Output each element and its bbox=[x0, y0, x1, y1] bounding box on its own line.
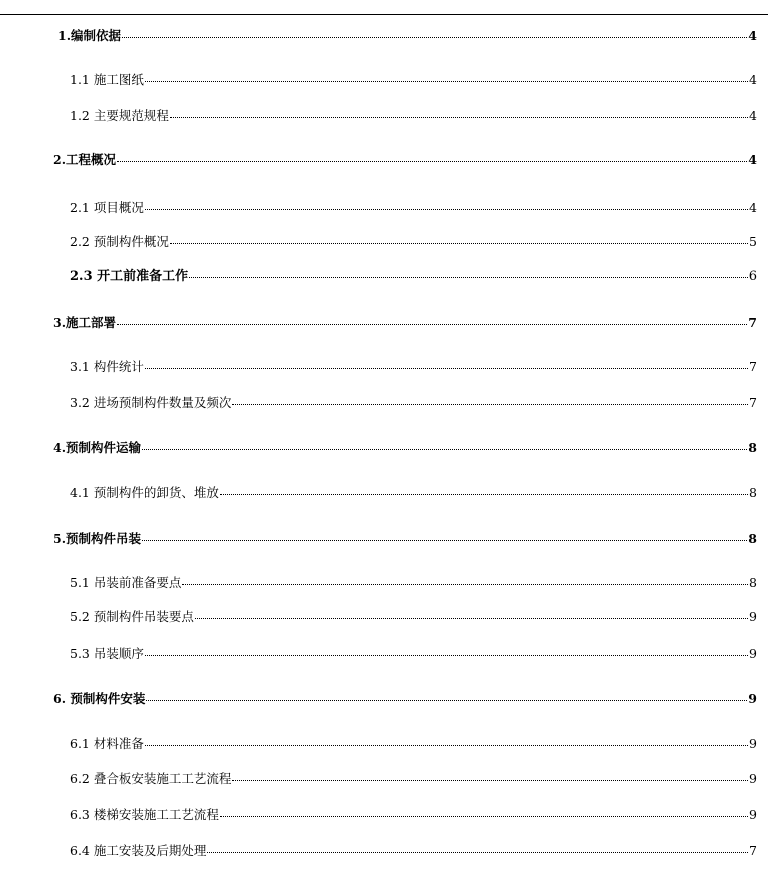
toc-dot-leader bbox=[232, 768, 748, 781]
toc-dot-leader bbox=[220, 482, 748, 495]
toc-entry-title: 2.1 项目概况 bbox=[70, 200, 144, 215]
toc-entry-title: 6. 预制构件安装 bbox=[53, 691, 146, 706]
toc-page-number: 6 bbox=[748, 269, 757, 284]
toc-entry-5[interactable] bbox=[53, 530, 757, 547]
toc-dot-leader bbox=[207, 840, 748, 853]
toc-dot-leader bbox=[170, 105, 748, 118]
toc-page-number: 9 bbox=[749, 736, 757, 751]
toc-page-number: 9 bbox=[749, 609, 757, 624]
toc-dot-leader bbox=[145, 69, 748, 82]
toc-entry-6-3[interactable] bbox=[70, 806, 757, 823]
toc-entry-title: 2.工程概况 bbox=[53, 152, 117, 167]
toc-entry-2-1[interactable] bbox=[70, 199, 757, 216]
toc-entry-title: 2.3 开工前准备工作 bbox=[70, 269, 189, 284]
toc-entry-1-2[interactable] bbox=[70, 107, 757, 124]
toc-entry-1[interactable] bbox=[58, 27, 757, 44]
toc-entry-2[interactable] bbox=[53, 151, 757, 168]
toc-dot-leader bbox=[122, 25, 747, 38]
toc-dot-leader bbox=[189, 265, 748, 278]
toc-entry-1-1[interactable] bbox=[70, 71, 757, 88]
toc-page-number: 4 bbox=[749, 108, 757, 123]
toc-entry-title: 5.2 预制构件吊装要点 bbox=[70, 609, 194, 624]
toc-page-number: 9 bbox=[749, 807, 757, 822]
toc-entry-4[interactable] bbox=[53, 439, 757, 456]
toc-page-number: 4 bbox=[749, 72, 757, 87]
toc-entry-6-2[interactable] bbox=[70, 770, 757, 787]
toc-page-number: 7 bbox=[749, 359, 757, 374]
toc-entry-6-4[interactable] bbox=[70, 842, 757, 859]
toc-entry-title: 5.预制构件吊装 bbox=[53, 531, 142, 546]
toc-entry-title: 3.施工部署 bbox=[53, 315, 117, 330]
toc-entry-5-3[interactable] bbox=[70, 645, 757, 662]
toc-entry-title: 1.1 施工图纸 bbox=[70, 72, 144, 87]
toc-entry-title: 4.1 预制构件的卸货、堆放 bbox=[70, 485, 219, 500]
toc-dot-leader bbox=[232, 392, 748, 405]
toc-entry-3[interactable] bbox=[53, 314, 757, 331]
toc-page-number: 5 bbox=[749, 234, 757, 249]
toc-dot-leader bbox=[145, 356, 748, 369]
toc-entry-title: 6.2 叠合板安装施工工艺流程 bbox=[70, 771, 232, 786]
toc-entry-title: 6.1 材料准备 bbox=[70, 736, 144, 751]
toc-entry-title: 6.3 楼梯安装施工工艺流程 bbox=[70, 807, 219, 822]
toc-entry-3-1[interactable] bbox=[70, 358, 757, 375]
toc-page-number: 9 bbox=[749, 771, 757, 786]
toc-dot-leader bbox=[145, 643, 748, 656]
toc-page-number: 7 bbox=[748, 315, 757, 330]
toc-entry-3-2[interactable] bbox=[70, 394, 757, 411]
toc-page-number: 8 bbox=[749, 485, 757, 500]
toc-entry-title: 5.1 吊装前准备要点 bbox=[70, 575, 182, 590]
toc-entry-title: 6.4 施工安装及后期处理 bbox=[70, 843, 207, 858]
toc-dot-leader bbox=[182, 572, 748, 585]
toc-entry-title: 1.编制依据 bbox=[58, 28, 122, 43]
toc-dot-leader bbox=[142, 528, 747, 541]
toc-page-number: 4 bbox=[749, 200, 757, 215]
toc-entry-2-3[interactable] bbox=[70, 267, 757, 285]
toc-entry-title: 1.2 主要规范规程 bbox=[70, 108, 169, 123]
toc-entry-5-2[interactable] bbox=[70, 608, 757, 625]
toc-page-number: 7 bbox=[749, 395, 757, 410]
toc-dot-leader bbox=[145, 733, 748, 746]
toc-entry-5-1[interactable] bbox=[70, 574, 757, 591]
toc-dot-leader bbox=[195, 606, 748, 619]
toc-entry-title: 4.预制构件运输 bbox=[53, 440, 142, 455]
toc-entry-6-1[interactable] bbox=[70, 735, 757, 752]
toc-page-number: 4 bbox=[748, 28, 757, 43]
toc-dot-leader bbox=[145, 197, 748, 210]
toc-page-number: 4 bbox=[748, 152, 757, 167]
toc-entry-title: 3.2 进场预制构件数量及频次 bbox=[70, 395, 232, 410]
toc-entry-title: 5.3 吊装顺序 bbox=[70, 646, 144, 661]
toc-dot-leader bbox=[220, 804, 748, 817]
toc-page-number: 9 bbox=[748, 691, 757, 706]
toc-dot-leader bbox=[170, 231, 748, 244]
toc-dot-leader bbox=[146, 688, 747, 701]
toc-entry-title: 2.2 预制构件概况 bbox=[70, 234, 169, 249]
toc-entry-6[interactable] bbox=[53, 690, 757, 707]
toc-page-number: 8 bbox=[748, 531, 757, 546]
toc-page-number: 8 bbox=[748, 440, 757, 455]
toc-dot-leader bbox=[142, 437, 747, 450]
toc-entry-title: 3.1 构件统计 bbox=[70, 359, 144, 374]
toc-page-number: 7 bbox=[749, 843, 757, 858]
toc-dot-leader bbox=[117, 312, 747, 325]
toc-page-number: 9 bbox=[749, 646, 757, 661]
toc-dot-leader bbox=[117, 149, 747, 162]
toc-entry-4-1[interactable] bbox=[70, 484, 757, 501]
toc-entry-2-2[interactable] bbox=[70, 233, 757, 250]
toc-page-number: 8 bbox=[749, 575, 757, 590]
